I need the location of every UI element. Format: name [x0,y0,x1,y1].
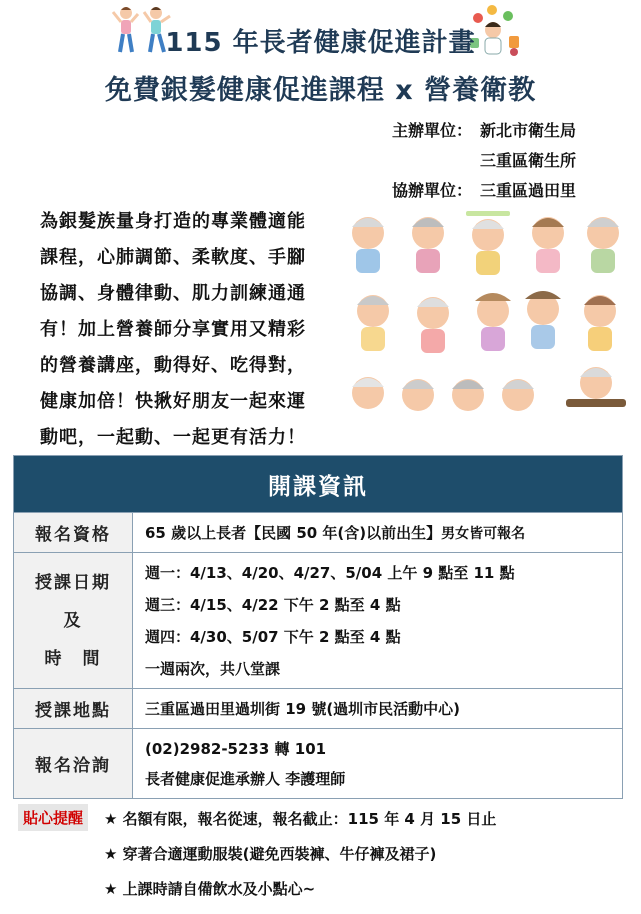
elder-face [475,293,511,351]
elder-face [532,217,564,273]
elder-face [584,295,616,351]
tip-item: ★ 名額有限，報名從速，報名截止：115 年 4 月 15 日止 [104,810,497,828]
schedule-label [14,553,133,689]
schedule-line: 週三：4/15、4/22 下午 2 點至 4 點 [145,595,401,614]
contact-phone: (02)2982-5233 轉 101 [145,739,327,758]
co-host-label: 協辦單位： [392,181,473,200]
tips-badge: 貼心提醒 [18,804,88,831]
host-org-2: 三重區衛生所 [480,151,577,170]
intro-line: 健康加倍！快揪好朋友一起來運 [40,391,306,412]
elder-face [417,297,449,353]
eligibility-note: 男女皆可報名 [441,526,526,542]
schedule-line: 一週兩次，共八堂課 [145,659,281,678]
elder-face [402,379,434,411]
intro-line: 有！加上營養師分享實用又精彩 [40,319,306,340]
contact-value [133,729,623,799]
eligibility-main: 65 歲以上長者【民國 50 年(含)以前出生】 [145,524,442,542]
host-org-1: 新北市衛生局 [480,121,577,140]
contact-label: 報名洽詢 [14,729,133,799]
intro-line: 的營養講座，動得好、吃得對， [40,355,306,376]
elder-face [357,295,389,351]
elder-face [412,217,444,273]
schedule-label-line: 時 間 [44,648,102,669]
intro-line: 課程，心肺調節、柔軟度、手腳 [40,247,306,268]
schedule-label-line: 授課日期 [35,572,111,593]
course-info-table [13,455,623,799]
elder-face [352,377,384,409]
intro-line: 協調、身體律動、肌力訓練通通 [40,283,306,304]
elder-face [566,367,626,407]
schedule-value [133,553,623,689]
eligibility-label: 報名資格 [14,513,133,553]
intro-line: 為銀髮族量身打造的專業體適能 [40,211,306,232]
schedule-line: 週一：4/13、4/20、4/27、5/04 上午 9 點至 11 點 [145,563,515,582]
schedule-line: 週四：4/30、5/07 下午 2 點至 4 點 [145,627,401,646]
location-label: 授課地點 [14,689,133,729]
elder-face [352,217,384,273]
elderly-group-illustration [338,203,634,423]
co-host-org: 三重區過田里 [480,181,577,200]
contact-person: 長者健康促進承辦人 李護理師 [145,769,346,788]
elder-face [466,211,510,275]
page-subtitle: 免費銀髮健康促進課程 x 營養衛教 [104,75,537,106]
elder-face [587,217,619,273]
tip-item: ★ 上課時請自備飲水及小點心~ [104,880,316,898]
page-title: 115 年長者健康促進計畫 [165,28,476,58]
eligibility-value [133,513,623,553]
intro-line: 動吧，一起動、一起更有活力！ [40,427,306,448]
course-info-heading: 開課資訊 [14,456,623,513]
schedule-label-line: 及 [63,610,83,631]
tip-item: ★ 穿著合適運動服裝(避免西裝褲、牛仔褲及裙子) [104,845,437,863]
host-label: 主辦單位： [392,121,473,140]
elder-face [502,379,534,411]
elder-face [525,291,561,349]
location-value: 三重區過田里過圳街 19 號(過圳市民活動中心) [133,689,623,729]
elder-face [452,379,484,411]
